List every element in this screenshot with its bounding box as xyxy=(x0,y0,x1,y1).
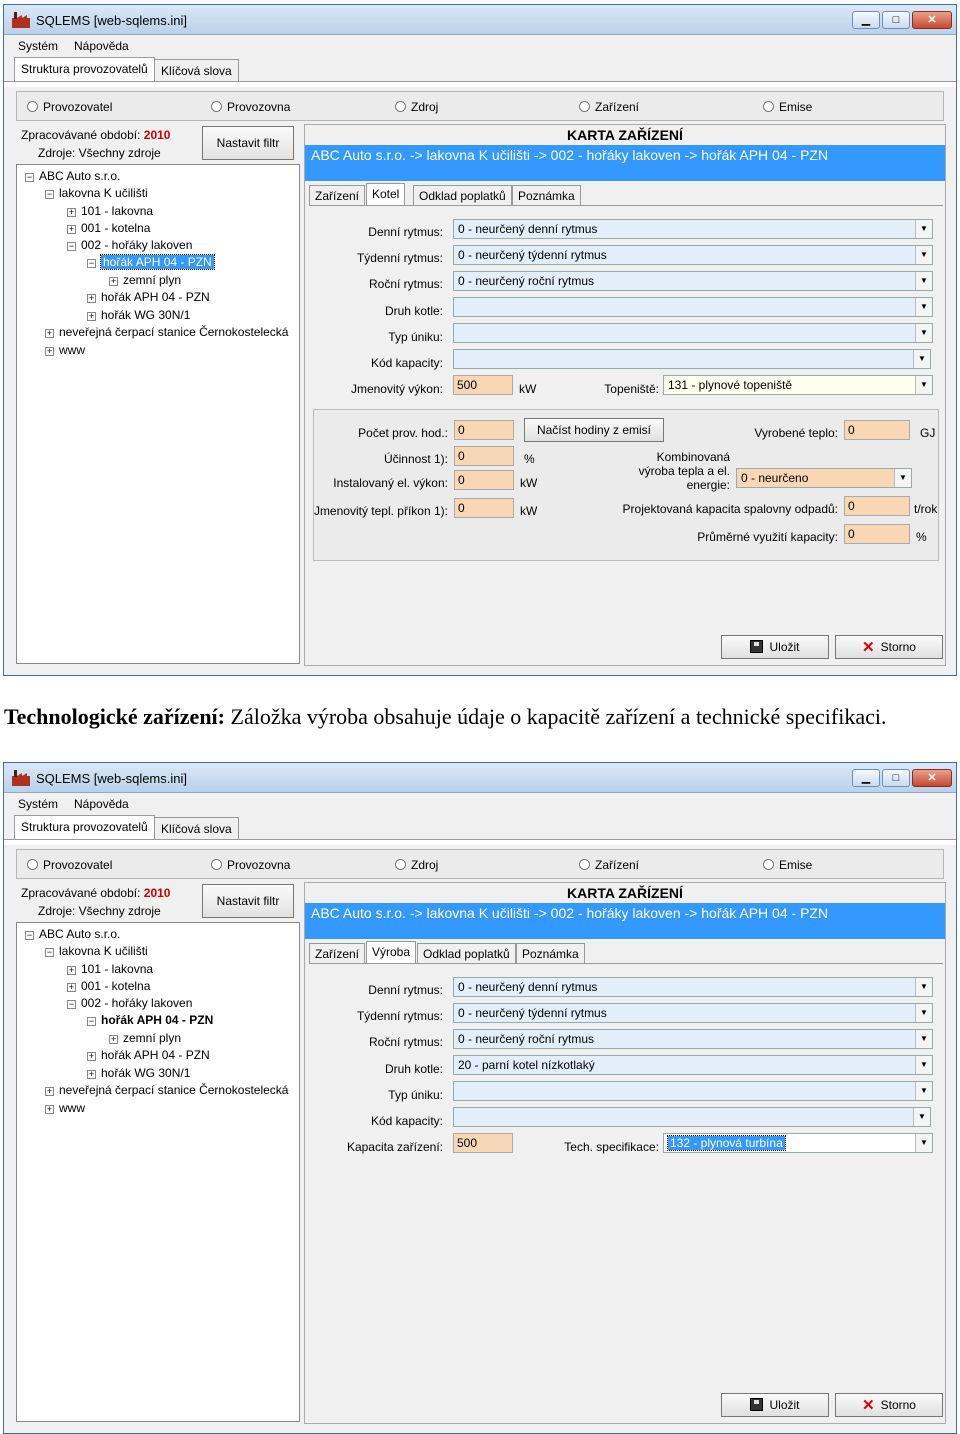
yearly-label: Roční rytmus: xyxy=(368,277,443,291)
menu-help[interactable]: Nápověda xyxy=(74,797,129,811)
expand-icon[interactable]: + xyxy=(110,1034,117,1044)
tree-node-selected[interactable]: − hořák APH 04 - PZN xyxy=(88,1013,214,1027)
device-card xyxy=(304,882,946,1424)
leak-type-select[interactable] xyxy=(453,1081,933,1101)
save-button[interactable]: Uložit xyxy=(721,1393,829,1417)
card-title: KARTA ZAŘÍZENÍ xyxy=(567,885,683,901)
installed-power-label: Instalovaný el. výkon: xyxy=(333,476,448,490)
radio-plant[interactable]: Provozovna xyxy=(211,858,290,872)
expand-icon[interactable]: + xyxy=(88,1069,95,1079)
weekly-rhythm-select[interactable]: 0 - neurčený týdenní rytmus ▼ xyxy=(453,1003,933,1023)
app-window-kotel xyxy=(3,4,957,676)
daily-label: Denní rytmus: xyxy=(368,225,443,239)
tree-node[interactable]: + zemní plyn xyxy=(110,1031,182,1045)
menu-system[interactable]: Systém xyxy=(18,797,59,811)
card-title: KARTA ZAŘÍZENÍ xyxy=(567,127,683,143)
tree-node[interactable]: + hořák APH 04 - PZN xyxy=(88,290,210,304)
expand-icon[interactable]: + xyxy=(110,276,117,286)
weekly-label: Týdenní rytmus: xyxy=(356,251,443,265)
window-title: SQLEMS [web-sqlems.ini] xyxy=(36,771,187,786)
collapse-icon[interactable]: − xyxy=(46,947,53,957)
dropdown-arrow-icon[interactable]: ▼ xyxy=(915,1056,932,1074)
structure-tree xyxy=(16,922,300,1422)
dropdown-arrow-icon[interactable]: ▼ xyxy=(915,1004,932,1022)
capacity-code-select[interactable] xyxy=(453,349,931,369)
factory-icon xyxy=(12,770,30,786)
tab-note[interactable]: Poznámka xyxy=(512,185,581,205)
radio-circle-icon xyxy=(763,101,774,112)
tree-node[interactable]: + 001 - kotelna xyxy=(68,221,151,235)
expand-icon[interactable]: + xyxy=(68,982,75,992)
boiler-type-select[interactable]: 20 - parní kotel nízkotlaký ▼ xyxy=(453,1055,933,1075)
maximize-button[interactable]: □ xyxy=(882,769,910,787)
tree-node[interactable]: + hořák APH 04 - PZN xyxy=(88,1048,210,1062)
radio-circle-icon xyxy=(27,101,38,112)
heat-label: Vyrobené teplo: xyxy=(754,426,838,440)
heat-input[interactable]: 0 xyxy=(844,420,910,440)
tab-device[interactable]: Zařízení xyxy=(309,185,365,205)
expand-icon[interactable]: + xyxy=(88,293,95,303)
path-bar: ABC Auto s.r.o. -> lakovna K učilišti -> 002 - hořáky lakoven -> hořák APH 04 - PZN xyxy=(305,903,945,939)
level-radio-group xyxy=(16,91,944,121)
combined-label-2: výroba tepla a el. xyxy=(638,464,730,478)
radio-device[interactable]: Zařízení xyxy=(579,100,639,114)
period-info xyxy=(16,124,202,162)
floppy-disk-icon xyxy=(750,640,763,653)
radio-circle-icon xyxy=(763,859,774,870)
maximize-button[interactable]: □ xyxy=(882,11,910,29)
radio-device[interactable]: Zařízení xyxy=(579,858,639,872)
dropdown-arrow-icon[interactable]: ▼ xyxy=(894,469,911,487)
capacity-code-label: Kód kapacity: xyxy=(370,1114,443,1128)
dropdown-arrow-icon[interactable]: ▼ xyxy=(915,1082,932,1100)
boiler-type-select[interactable] xyxy=(453,297,933,317)
capacity-code-label: Kód kapacity: xyxy=(370,356,443,370)
collapse-icon[interactable]: − xyxy=(26,172,33,182)
minimize-button[interactable]: ▁ xyxy=(852,11,880,29)
dropdown-arrow-icon[interactable]: ▼ xyxy=(913,350,930,368)
document-caption xyxy=(4,703,954,731)
thermal-input-input[interactable]: 0 xyxy=(454,498,514,518)
radio-plant[interactable]: Provozovna xyxy=(211,100,290,114)
period-label: Zpracovávané období: xyxy=(21,886,141,900)
tree-node[interactable]: − ABC Auto s.r.o. xyxy=(26,169,121,183)
path-bar: ABC Auto s.r.o. -> lakovna K učilišti -> 002 - hořáky lakoven -> hořák APH 04 - PZN xyxy=(305,145,945,181)
title-bar[interactable] xyxy=(4,763,956,793)
yearly-rhythm-select[interactable]: 0 - neurčený roční rytmus ▼ xyxy=(453,271,933,291)
nominal-power-unit: kW xyxy=(519,382,537,396)
tab-structure[interactable]: Struktura provozovatelů xyxy=(14,57,155,81)
tab-structure[interactable]: Struktura provozovatelů xyxy=(14,815,155,839)
tree-node[interactable]: + 101 - lakovna xyxy=(68,204,154,218)
tree-node[interactable]: − ABC Auto s.r.o. xyxy=(26,927,121,941)
close-button[interactable]: ✕ xyxy=(912,11,952,29)
collapse-icon[interactable]: − xyxy=(88,258,95,268)
load-hours-button[interactable]: Načíst hodiny z emisí xyxy=(524,418,664,442)
efficiency-input[interactable]: 0 xyxy=(454,446,514,466)
boiler-type-label: Druh kotle: xyxy=(384,1062,443,1076)
factory-icon xyxy=(12,12,30,28)
radio-circle-icon xyxy=(395,101,406,112)
expand-icon[interactable]: + xyxy=(46,1086,53,1096)
radio-operator[interactable]: Provozovatel xyxy=(27,100,112,114)
dropdown-arrow-icon[interactable]: ▼ xyxy=(915,1030,932,1048)
expand-icon[interactable]: + xyxy=(46,346,53,356)
tab-keywords[interactable]: Klíčová slova xyxy=(154,817,239,839)
left-panel xyxy=(16,124,300,664)
capacity-label: Kapacita zařízení: xyxy=(346,1140,443,1154)
close-button[interactable]: ✕ xyxy=(912,769,952,787)
installed-power-input[interactable]: 0 xyxy=(454,470,514,490)
utilization-input[interactable]: 0 xyxy=(844,524,910,544)
yearly-rhythm-select[interactable]: 0 - neurčený roční rytmus ▼ xyxy=(453,1029,933,1049)
expand-icon[interactable]: + xyxy=(68,224,75,234)
expand-icon[interactable]: + xyxy=(88,1051,95,1061)
period-year: 2010 xyxy=(143,128,171,142)
waste-capacity-unit: t/rok xyxy=(914,502,938,516)
save-button[interactable]: Uložit xyxy=(721,635,829,659)
tab-note[interactable]: Poznámka xyxy=(516,943,585,963)
collapse-icon[interactable]: − xyxy=(68,999,75,1009)
weekly-label: Týdenní rytmus: xyxy=(356,1009,443,1023)
heat-unit: GJ xyxy=(920,426,936,440)
dropdown-arrow-icon[interactable]: ▼ xyxy=(915,220,932,238)
tree-node[interactable]: + neveřejná čerpací stanice Černokostelecká xyxy=(46,1083,289,1097)
radio-operator[interactable]: Provozovatel xyxy=(27,858,112,872)
utilization-label: Průměrné využití kapacity: xyxy=(697,530,838,544)
firebox-label: Topeniště: xyxy=(604,382,659,396)
leak-type-label: Typ úniku: xyxy=(388,1088,443,1102)
radio-circle-icon xyxy=(579,859,590,870)
tech-spec-label: Tech. specifikace: xyxy=(564,1140,659,1154)
radio-circle-icon xyxy=(395,859,406,870)
tree-node[interactable]: + hořák WG 30N/1 xyxy=(88,1066,191,1080)
dropdown-arrow-icon[interactable]: ▼ xyxy=(915,978,932,996)
title-bar[interactable] xyxy=(4,5,956,35)
tree-node[interactable]: + neveřejná čerpací stanice Černokostelecká xyxy=(46,325,289,339)
boiler-type-label: Druh kotle: xyxy=(384,304,443,318)
expand-icon[interactable]: + xyxy=(88,311,95,321)
dropdown-arrow-icon[interactable]: ▼ xyxy=(913,1108,930,1126)
daily-rhythm-select[interactable]: 0 - neurčený denní rytmus ▼ xyxy=(453,977,933,997)
dropdown-arrow-icon[interactable]: ▼ xyxy=(915,376,932,394)
cancel-button[interactable]: ✕ Storno xyxy=(835,1393,943,1417)
period-label: Zpracovávané období: xyxy=(21,128,141,142)
set-filter-button[interactable]: Nastavit filtr xyxy=(202,884,294,918)
nominal-power-input[interactable]: 500 xyxy=(453,375,513,395)
installed-power-unit: kW xyxy=(520,476,538,490)
cancel-x-icon: ✕ xyxy=(862,639,875,656)
radio-emission[interactable]: Emise xyxy=(763,858,812,872)
dropdown-arrow-icon[interactable]: ▼ xyxy=(915,324,932,342)
period-year: 2010 xyxy=(143,886,171,900)
tree-node[interactable]: + www xyxy=(46,1101,85,1115)
daily-label: Denní rytmus: xyxy=(368,983,443,997)
tech-spec-select[interactable]: 132 - plynová turbína ▼ xyxy=(663,1133,933,1153)
tree-node[interactable]: + zemní plyn xyxy=(110,273,182,287)
cancel-x-icon: ✕ xyxy=(862,1397,875,1414)
menu-bar xyxy=(4,36,956,56)
tree-node[interactable]: − lakovna K učilišti xyxy=(46,944,148,958)
collapse-icon[interactable]: − xyxy=(26,930,33,940)
menu-help[interactable]: Nápověda xyxy=(74,39,129,53)
dropdown-arrow-icon[interactable]: ▼ xyxy=(915,272,932,290)
level-radio-group xyxy=(16,849,944,879)
cancel-button[interactable]: ✕ Storno xyxy=(835,635,943,659)
menu-system[interactable]: Systém xyxy=(18,39,59,53)
menu-bar xyxy=(4,794,956,814)
tab-device[interactable]: Zařízení xyxy=(309,943,365,963)
waste-capacity-input[interactable]: 0 xyxy=(844,496,910,516)
floppy-disk-icon xyxy=(750,1398,763,1411)
sources-label: Zdroje: Všechny zdroje xyxy=(38,146,161,160)
thermal-input-label: Jmenovitý tepl. příkon 1): xyxy=(313,504,448,518)
expand-icon[interactable]: + xyxy=(46,328,53,338)
radio-circle-icon xyxy=(27,859,38,870)
tree-node[interactable]: − 002 - hořáky lakoven xyxy=(68,238,193,252)
efficiency-label: Účinnost 1): xyxy=(383,452,448,466)
firebox-select[interactable]: 131 - plynové topeniště ▼ xyxy=(663,375,933,395)
radio-source[interactable]: Zdroj xyxy=(395,100,438,114)
leak-type-label: Typ úniku: xyxy=(388,330,443,344)
thermal-input-unit: kW xyxy=(520,504,538,518)
caption-bold: Technologické zařízení: xyxy=(4,704,225,729)
tree-node-selected[interactable]: − hořák APH 04 - PZN xyxy=(88,255,212,269)
tab-keywords[interactable]: Klíčová slova xyxy=(154,59,239,81)
weekly-rhythm-select[interactable]: 0 - neurčený týdenní rytmus ▼ xyxy=(453,245,933,265)
yearly-label: Roční rytmus: xyxy=(368,1035,443,1049)
leak-type-select[interactable] xyxy=(453,323,933,343)
dropdown-arrow-icon[interactable]: ▼ xyxy=(915,1134,932,1152)
capacity-input[interactable]: 500 xyxy=(453,1133,513,1153)
radio-circle-icon xyxy=(579,101,590,112)
waste-capacity-label: Projektovaná kapacita spalovny odpadů: xyxy=(622,502,838,516)
tree-node[interactable]: + hořák WG 30N/1 xyxy=(88,308,191,322)
radio-source[interactable]: Zdroj xyxy=(395,858,438,872)
collapse-icon[interactable]: − xyxy=(68,241,75,251)
nominal-power-label: Jmenovitý výkon: xyxy=(350,382,443,396)
tree-node[interactable]: − 002 - hořáky lakoven xyxy=(68,996,193,1010)
caption-text: Záložka výroba obsahuje údaje o kapacitě zařízení a technické specifikaci. xyxy=(225,704,887,729)
structure-tree xyxy=(16,164,300,664)
radio-emission[interactable]: Emise xyxy=(763,100,812,114)
collapse-icon[interactable]: − xyxy=(46,189,53,199)
tab-fee-deferral[interactable]: Odklad poplatků xyxy=(417,943,516,963)
hours-input[interactable]: 0 xyxy=(454,420,514,440)
tree-node[interactable]: + 001 - kotelna xyxy=(68,979,151,993)
efficiency-unit: % xyxy=(524,452,535,466)
tree-node[interactable]: − lakovna K učilišti xyxy=(46,186,148,200)
window-title: SQLEMS [web-sqlems.ini] xyxy=(36,13,187,28)
period-info xyxy=(16,882,202,920)
expand-icon[interactable]: + xyxy=(68,965,75,975)
dropdown-arrow-icon[interactable]: ▼ xyxy=(915,246,932,264)
tree-node[interactable]: + www xyxy=(46,343,85,357)
left-panel xyxy=(16,882,300,1422)
radio-circle-icon xyxy=(211,101,222,112)
dropdown-arrow-icon[interactable]: ▼ xyxy=(915,298,932,316)
utilization-unit: % xyxy=(916,530,927,544)
set-filter-button[interactable]: Nastavit filtr xyxy=(202,126,294,160)
combined-label-3: energie: xyxy=(686,478,730,492)
operation-panel xyxy=(313,409,939,561)
combined-production-select[interactable]: 0 - neurčeno ▼ xyxy=(736,468,912,488)
expand-icon[interactable]: + xyxy=(68,207,75,217)
tab-production[interactable]: Výroba xyxy=(366,941,416,963)
tree-node[interactable]: + 101 - lakovna xyxy=(68,962,154,976)
sources-label: Zdroje: Všechny zdroje xyxy=(38,904,161,918)
hours-label: Počet prov. hod.: xyxy=(358,426,448,440)
tab-boiler[interactable]: Kotel xyxy=(366,183,405,205)
radio-circle-icon xyxy=(211,859,222,870)
tab-fee-deferral[interactable]: Odklad poplatků xyxy=(413,185,512,205)
capacity-code-select[interactable] xyxy=(453,1107,931,1127)
daily-rhythm-select[interactable]: 0 - neurčený denní rytmus ▼ xyxy=(453,219,933,239)
combined-label-1: Kombinovaná xyxy=(656,450,730,464)
expand-icon[interactable]: + xyxy=(46,1104,53,1114)
device-card xyxy=(304,124,946,666)
minimize-button[interactable]: ▁ xyxy=(852,769,880,787)
app-window-vyroba xyxy=(3,762,957,1434)
collapse-icon[interactable]: − xyxy=(88,1016,95,1026)
